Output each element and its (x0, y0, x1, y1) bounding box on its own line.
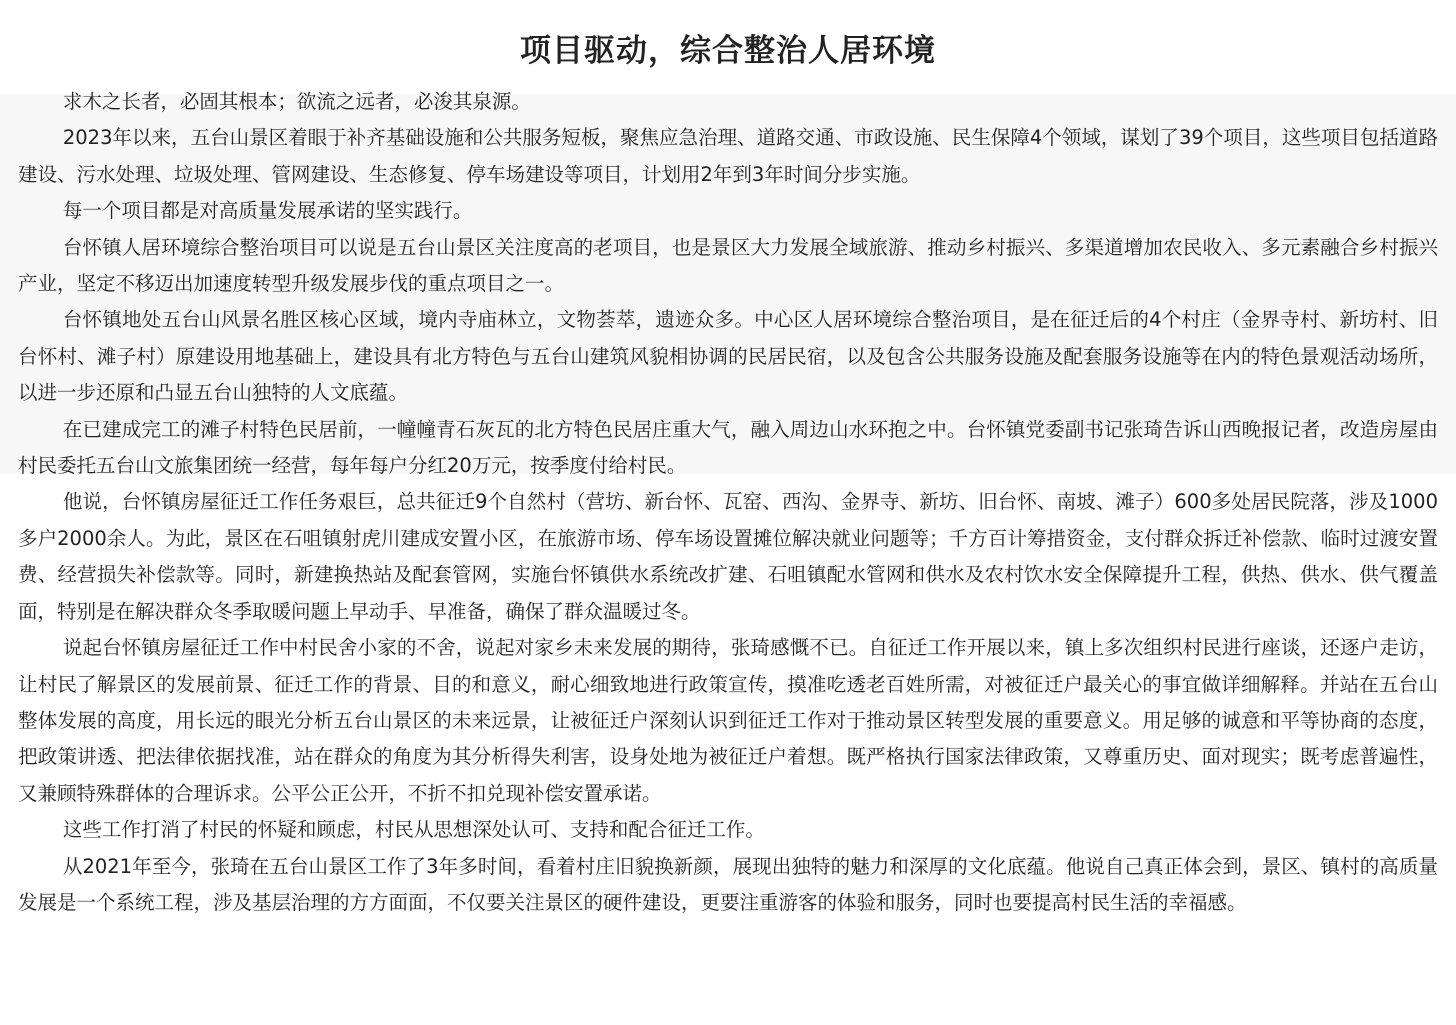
paragraph-2: 2023年以来，五台山景区着眼于补齐基础设施和公共服务短板，聚焦应急治理、道路交通、市政设施、民生保障4个领域，谋划了39个项目，这些项目包括道路建设、污水处理、垃圾处理、管网建设、生态修复、停车场建设等项目，计划用2年到3年时间分步实施。 (18, 126, 1438, 186)
paragraph-8: 说起台怀镇房屋征迁工作中村民舍小家的不舍，说起对家乡未来发展的期待，张琦感慨不已。自征迁工作开展以来，镇上多次组织村民进行座谈，还逐户走访，让村民了解景区的发展前景、征迁工作的背景、目的和意义，耐心细致地进行政策宣传，摸准吃透老百姓所需，对被征迁户最关心的事宜做详细解释。并站在五台山整体发展的高度，用长远的眼光分析五台山景区的未来远景，让被征迁户深刻认识到征迁工作对于推动景区转型发展的重要意义。用足够的诚意和平等协商的态度，把政策讲透、把法律依据找准，站在群众的角度为其分析得失利害，设身处地为被征迁户着想。既严格执行国家法律政策，又尊重历史、面对现实；既考虑普遍性，又兼顾特殊群体的合理诉求。公平公正公开，不折不扣兑现补偿安置承诺。 (18, 636, 1438, 805)
paragraph-1: 求木之长者，必固其根本；欲流之远者，必浚其泉源。 (62, 90, 531, 113)
paragraph-7: 他说，台怀镇房屋征迁工作任务艰巨，总共征迁9个自然村（营坊、新台怀、瓦窑、西沟、金界寺、新坊、旧台怀、南坡、滩子）600多处居民院落，涉及1000多户2000余人。为此，景区在石咀镇射虎川建成安置小区，在旅游市场、停车场设置摊位解决就业问题等；千方百计筹措资金，支付群众拆迁补偿款、临时过渡安置费、经营损失补偿款等。同时，新建换热站及配套管网，实施台怀镇供水系统改扩建、石咀镇配水管网和供水及农村饮水安全保障提升工程，供热、供水、供气覆盖面，特别是在解决群众冬季取暖问题上早动手、早准备，确保了群众温暖过冬。 (18, 490, 1438, 623)
article-title: 项目驱动，综合整治人居环境 (520, 33, 936, 69)
paragraph-10: 从2021年至今，张琦在五台山景区工作了3年多时间，看着村庄旧貌换新颜，展现出独特的魅力和深厚的文化底蕴。他说自己真正体会到，景区、镇村的高质量发展是一个系统工程，涉及基层治理的方方面面，不仅要关注景区的硬件建设，更要注重游客的体验和服务，同时也要提高村民生活的幸福感。 (18, 854, 1438, 914)
paragraph-4: 台怀镇人居环境综合整治项目可以说是五台山景区关注度高的老项目，也是景区大力发展全域旅游、推动乡村振兴、多渠道增加农民收入、多元素融合乡村振兴产业，坚定不移迈出加速度转型升级发展步伐的重点项目之一。 (18, 235, 1438, 296)
paragraph-3: 每一个项目都是对高质量发展承诺的坚实践行。 (62, 199, 473, 223)
paragraph-5: 台怀镇地处五台山风景名胜区核心区域，境内寺庙林立，文物荟萃，遗迹众多。中心区人居环境综合整治项目，是在征迁后的4个村庄（金界寺村、新坊村、旧台怀村、滩子村）原建设用地基础上，建设具有北方特色与五台山建筑风貌相协调的民居民宿，以及包含公共服务设施及配套服务设施等在内的特色景观活动场所，以进一步还原和凸显五台山独特的人文底蕴。 (18, 308, 1438, 405)
paragraph-6: 在已建成完工的滩子村特色民居前，一幢幢青石灰瓦的北方特色民居庄重大气，融入周边山水环抱之中。台怀镇党委副书记张琦告诉山西晚报记者，改造房屋由村民委托五台山文旅集团统一经营，每年每户分红20万元，按季度付给村民。 (18, 417, 1438, 478)
paragraph-9: 这些工作打消了村民的怀疑和顾虑，村民从思想深处认可、支持和配合征迁工作。 (62, 818, 765, 842)
article-body (18, 84, 1438, 921)
article (18, 0, 1438, 921)
